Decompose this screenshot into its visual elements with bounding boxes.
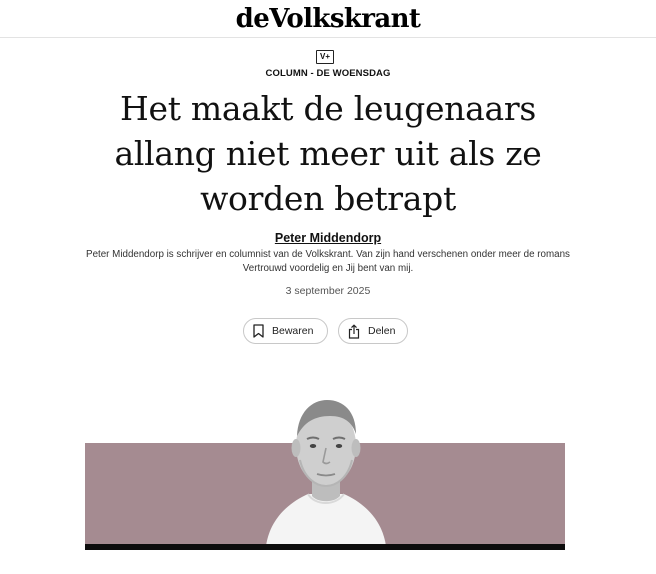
article-headline: Het maakt de leugenaars allang niet meer uit als ze worden betrapt [114,89,542,218]
share-button[interactable] [338,318,408,344]
save-button[interactable] [243,318,328,344]
publish-date: 3 september 2025 [285,285,371,297]
author-photo [85,390,565,550]
article-actions [243,318,408,344]
author-byline [0,229,656,247]
site-logo[interactable]: deVolkskrant [235,4,421,34]
author-portrait [260,390,390,546]
save-button-label: Bewaren [272,325,314,337]
article-kicker[interactable]: COLUMN - DE WOENSDAG [265,68,391,79]
photo-bottom-bar [85,544,565,550]
premium-badge: V+ [316,50,334,64]
author-bio: Peter Middendorp is schrijver en columnist van de Volkskrant. Van zijn hand verschenen onder meer de romans Vertrouwd voordelig en Jij bent van mij. [86,249,570,274]
author-link[interactable]: Peter Middendorp [274,231,382,245]
share-button-label: Delen [368,325,396,337]
bookmark-icon [253,324,264,338]
share-icon [348,324,360,339]
masthead [0,0,656,38]
